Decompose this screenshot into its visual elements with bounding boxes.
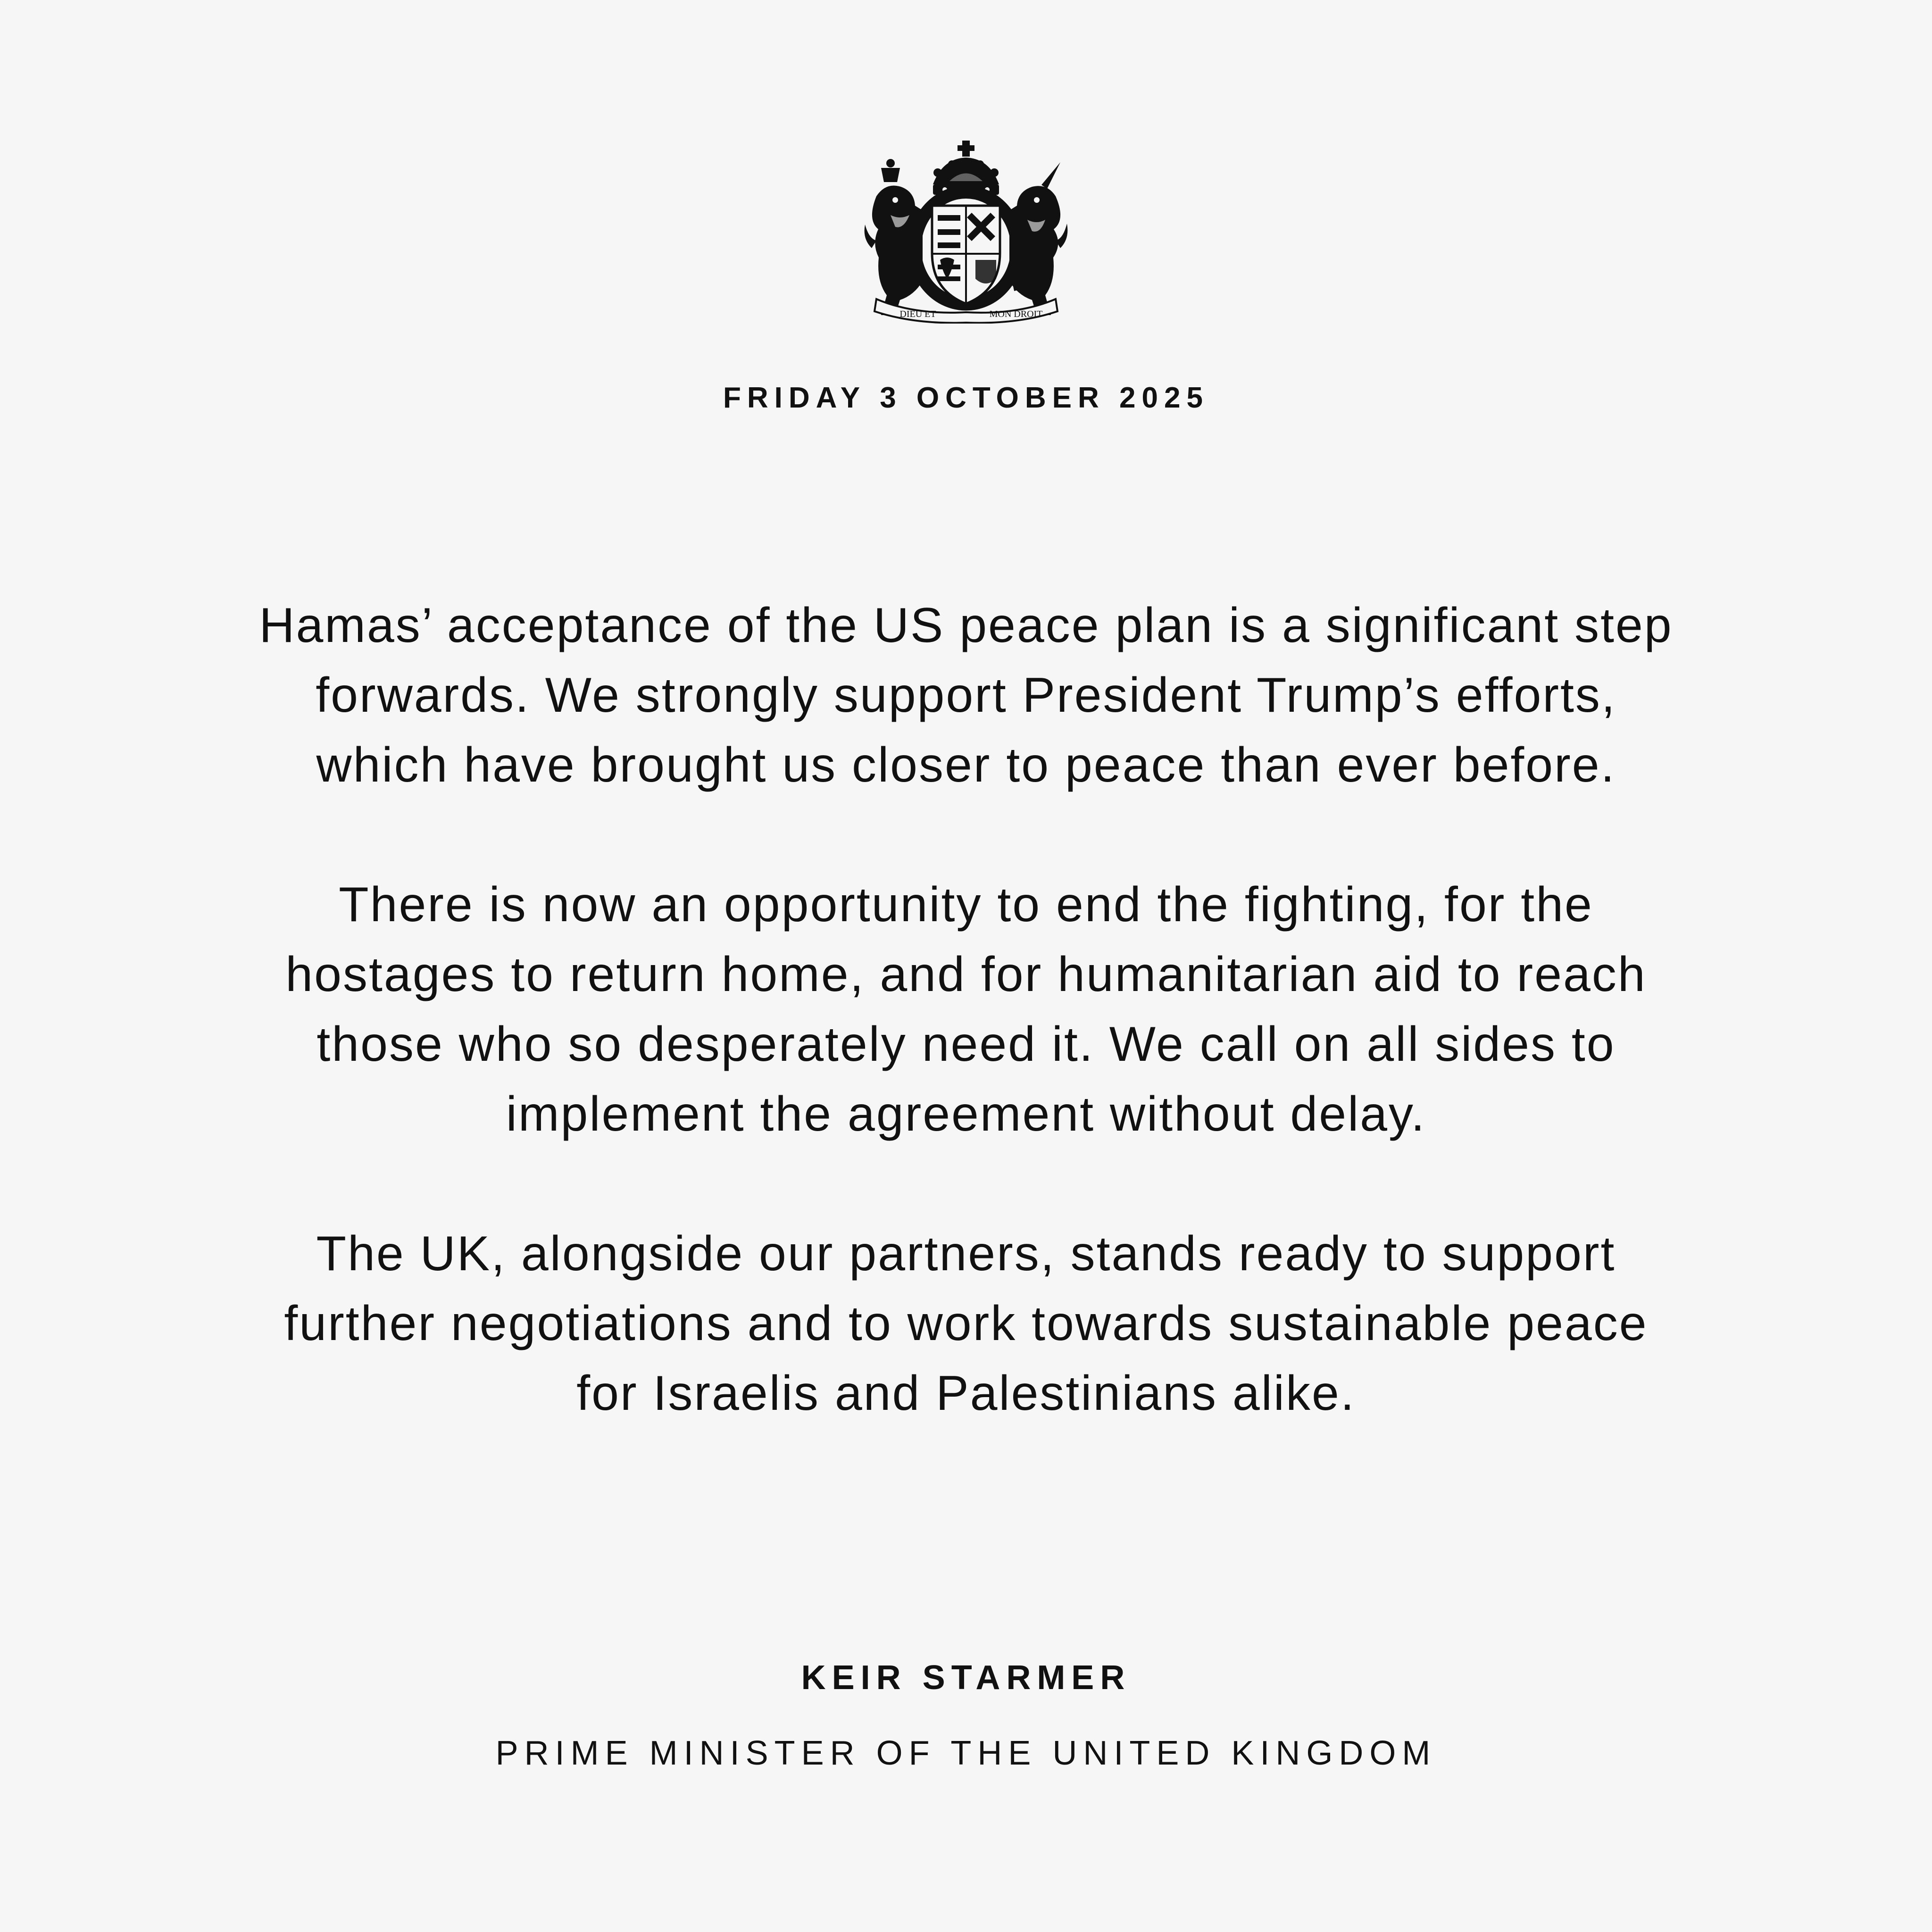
statement-line: The UK, alongside our partners, stands ready to support bbox=[316, 1226, 1616, 1281]
statement-line: further negotiations and to work towards sustainable peace bbox=[284, 1296, 1648, 1351]
statement-date: FRIDAY 3 OCTOBER 2025 bbox=[723, 382, 1209, 414]
statement-line: hostages to return home, and for humanitarian aid to reach bbox=[285, 947, 1647, 1002]
statement-line: implement the agreement without delay. bbox=[506, 1087, 1426, 1141]
statement-line: those who so desperately need it. We call on all sides to bbox=[316, 1017, 1616, 1072]
statement-line: There is now an opportunity to end the fighting, for the bbox=[339, 877, 1593, 932]
statement-paragraph-1 bbox=[94, 591, 1838, 800]
signatory-name: KEIR STARMER bbox=[801, 1659, 1131, 1697]
statement-body bbox=[94, 591, 1838, 1498]
crest-motto-right: MON DROIT bbox=[989, 309, 1043, 319]
statement-line: which have brought us closer to peace than ever before. bbox=[316, 738, 1616, 792]
statement-paragraph-2 bbox=[94, 870, 1838, 1149]
statement-line: Hamas’ acceptance of the US peace plan is a significant step bbox=[259, 598, 1673, 653]
signatory-title: PRIME MINISTER OF THE UNITED KINGDOM bbox=[495, 1734, 1437, 1772]
crest-motto-left: DIEU ET bbox=[899, 309, 936, 319]
statement-line: forwards. We strongly support President Trump’s efforts, bbox=[316, 668, 1616, 723]
statement-line: for Israelis and Palestinians alike. bbox=[576, 1366, 1356, 1421]
royal-coat-of-arms-icon bbox=[862, 140, 1070, 324]
statement-paragraph-3 bbox=[94, 1219, 1838, 1428]
